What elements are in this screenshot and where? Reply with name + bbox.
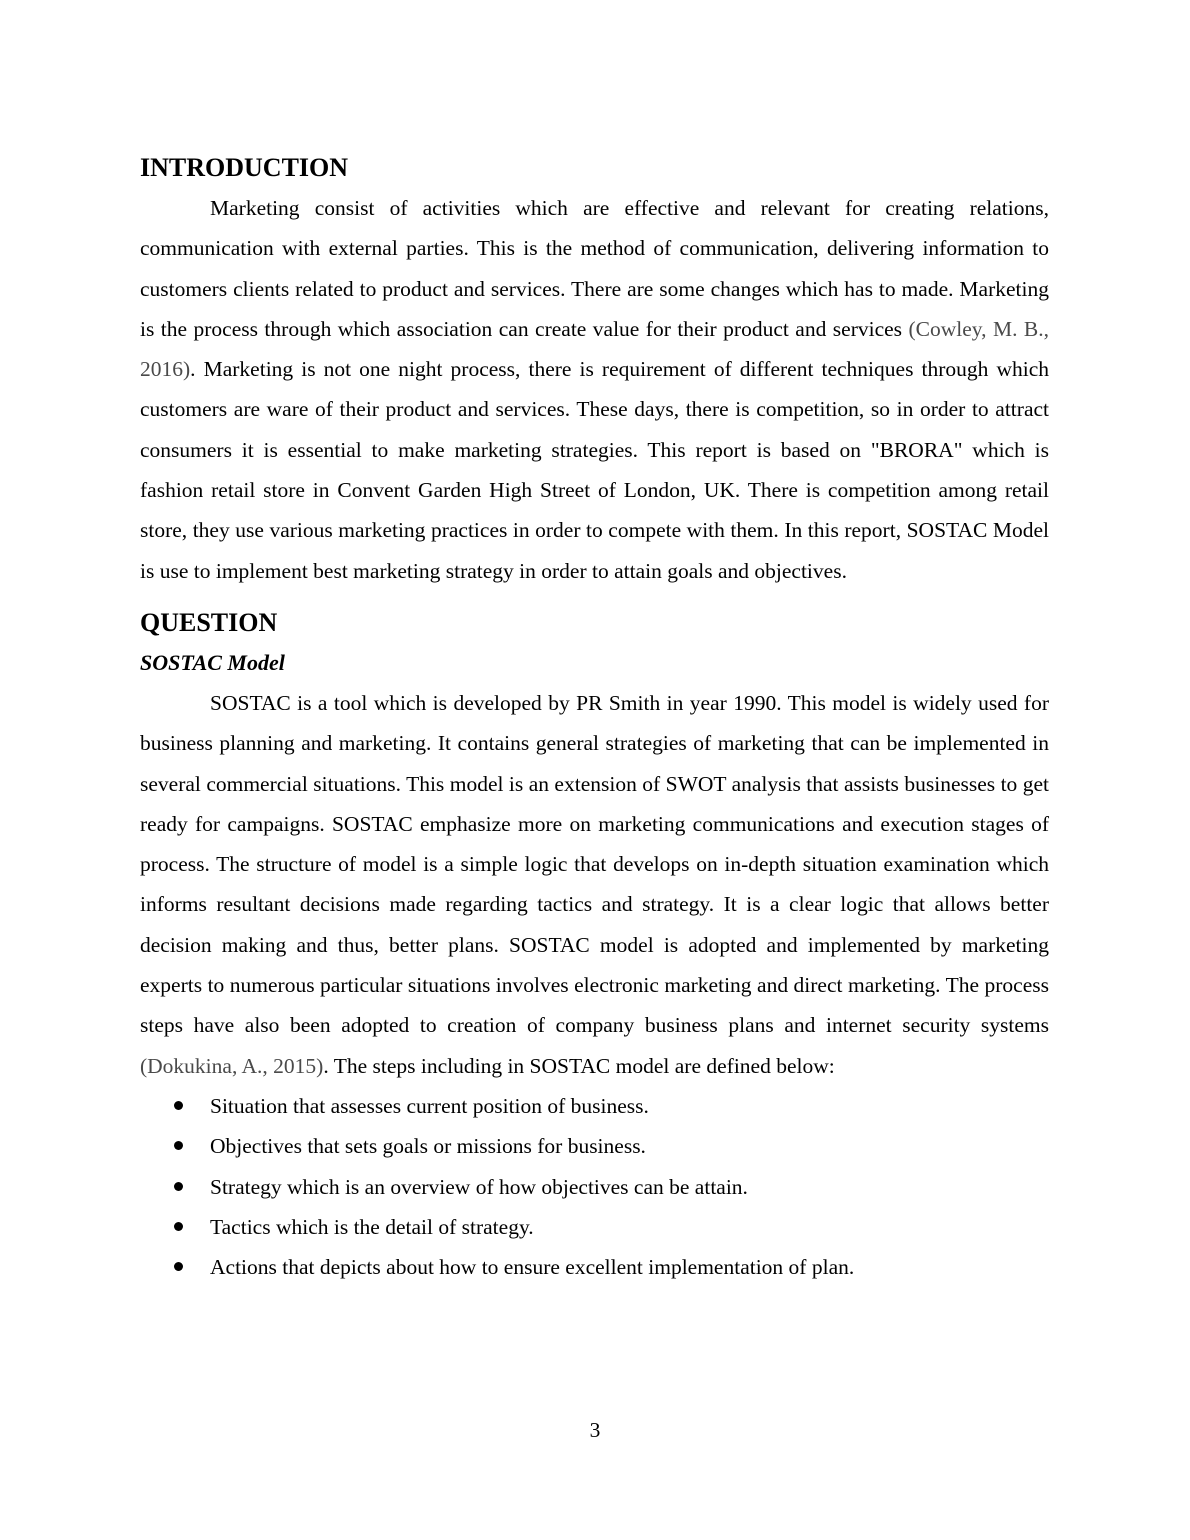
- sostac-paragraph: [140, 683, 1049, 1086]
- bullet-icon: [174, 1101, 183, 1110]
- list-item-text: Tactics which is the detail of strategy.: [210, 1214, 534, 1239]
- list-item-text: Situation that assesses current position of business.: [210, 1093, 649, 1118]
- sostac-text-start: SOSTAC is a tool which is developed by PR Smith in year 1990. This model is widely used for business planning and marketing. It contains general strategies of marketing that can be implemented in several commercial situations. This model is an extension of SWOT analysis that assists businesses to get ready for campaigns. SOSTAC emphasize more on marketing communications and execution stages of process. The structure of model is a simple logic that develops on in-depth situation examination which informs resultant decisions made regarding tactics and strategy. It is a clear logic that allows better decision making and thus, better plans. SOSTAC model is adopted and implemented by marketing experts to numerous particular situations involves electronic marketing and direct marketing. The process steps have also been adopted to creation of company business plans and internet security systems: [140, 690, 1049, 1038]
- bullet-icon: [174, 1262, 183, 1271]
- introduction-paragraph: [140, 188, 1049, 591]
- sostac-citation: (Dokukina, A., 2015): [140, 1053, 324, 1078]
- bullet-icon: [174, 1182, 183, 1191]
- question-heading: QUESTION: [140, 607, 278, 637]
- section-spacer: [140, 591, 1049, 603]
- document-page: [140, 148, 1049, 1287]
- page-number: 3: [589, 1418, 601, 1442]
- sostac-model-subheading: SOSTAC Model: [140, 649, 285, 675]
- sostac-steps-list: [140, 1086, 1049, 1287]
- introduction-citation: (Cowley, M. B., 2016): [140, 316, 1049, 382]
- bullet-icon: [174, 1141, 183, 1150]
- list-item: [140, 1167, 1049, 1207]
- list-item: [140, 1247, 1049, 1287]
- bullet-icon: [174, 1222, 183, 1231]
- introduction-heading: INTRODUCTION: [140, 153, 349, 182]
- list-item-text: Actions that depicts about how to ensure excellent implementation of plan.: [210, 1255, 855, 1280]
- sostac-text-end: . The steps including in SOSTAC model are defined below:: [323, 1053, 835, 1078]
- list-item: [140, 1207, 1049, 1247]
- list-item: [140, 1086, 1049, 1126]
- introduction-text-start: Marketing consist of activities which are effective and relevant for creating relations, communication with external parties. This is the method of communication, delivering information to customers clients related to product and services. There are some changes which has to made. Marketing is the process through which association can create value for their product and services: [140, 196, 1049, 341]
- list-item-text: Objectives that sets goals or missions for business.: [210, 1134, 646, 1159]
- introduction-text-end: . Marketing is not one night process, there is requirement of different techniques through which customers are ware of their product and services. These days, there is competition, so in order to attract consumers it is essential to make marketing strategies. This report is based on "BRORA" which is fashion retail store in Convent Garden High Street of London, UK. There is competition among retail store, they use various marketing practices in order to compete with them. In this report, SOSTAC Model is use to implement best marketing strategy in order to attain goals and objectives.: [140, 357, 1049, 583]
- list-item: [140, 1126, 1049, 1166]
- list-item-text: Strategy which is an overview of how objectives can be attain.: [210, 1174, 748, 1199]
